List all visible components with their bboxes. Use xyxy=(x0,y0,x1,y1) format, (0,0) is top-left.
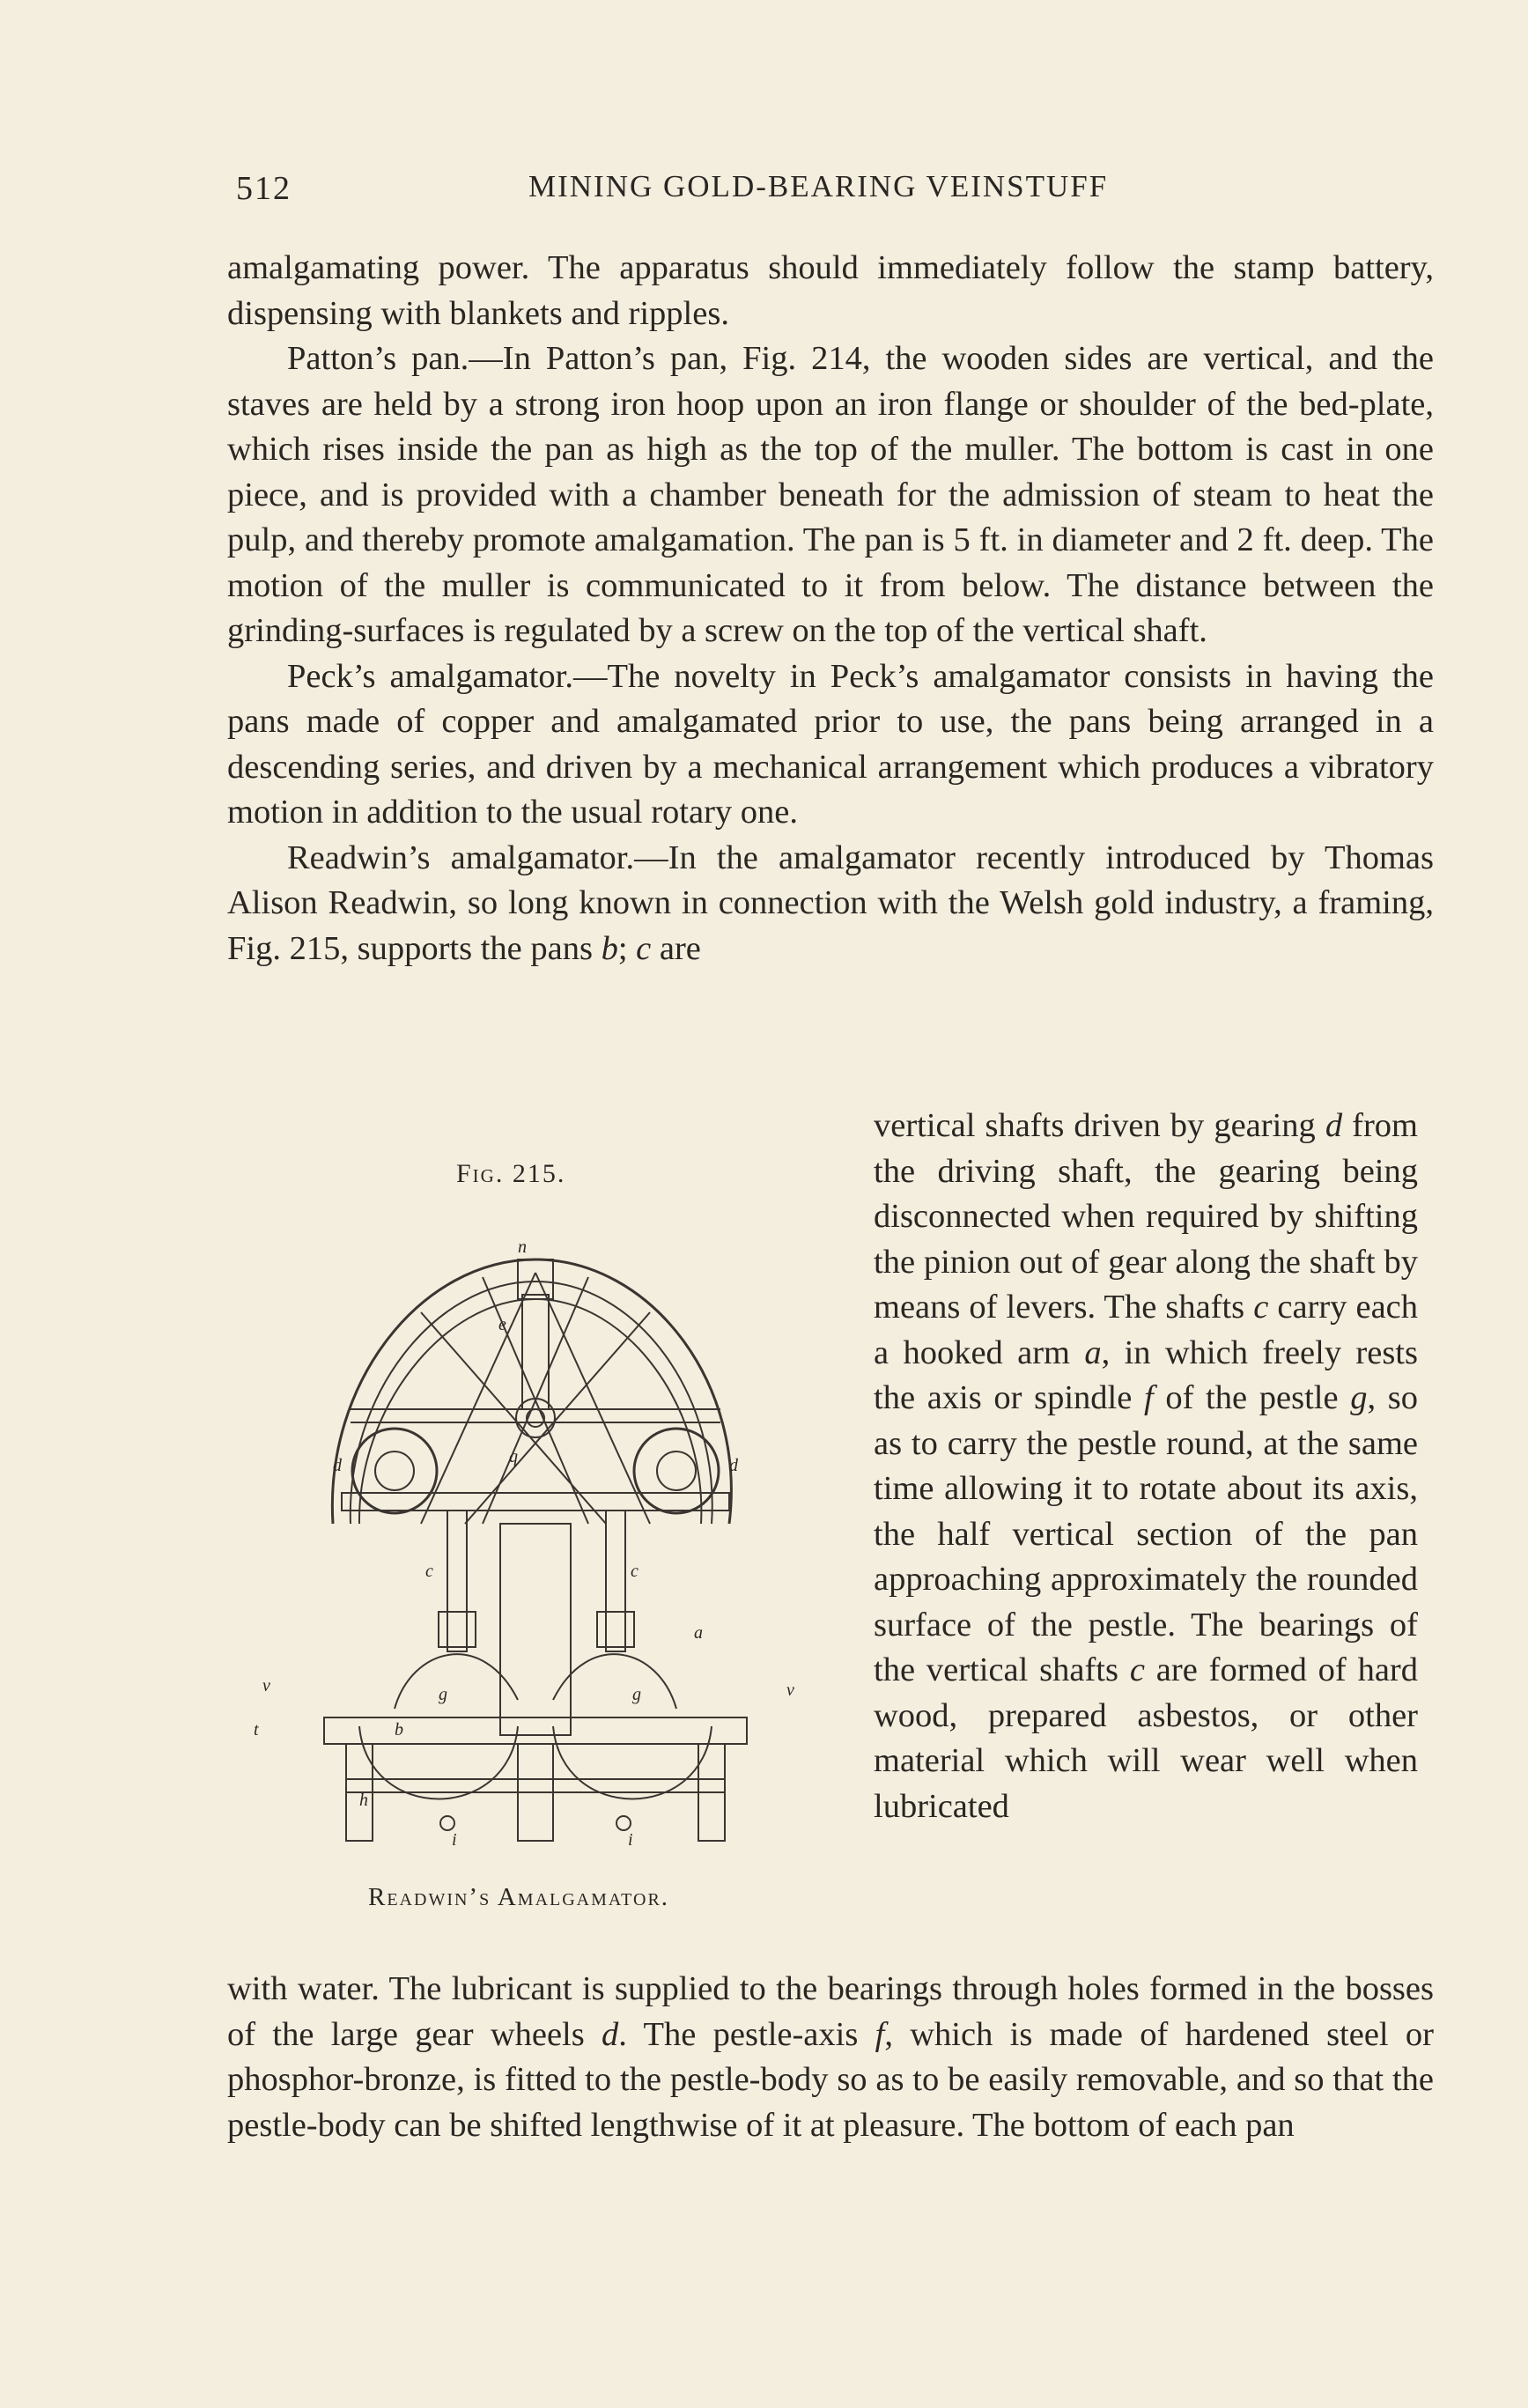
wrap-text-3: carry each a hooked arm xyxy=(874,1289,1418,1371)
spoke xyxy=(421,1273,535,1524)
wrap-letter-a: a xyxy=(1084,1333,1102,1371)
paragraph-1: amalgamating power. The apparatus should immediately follow the stamp battery, dispensing with blankets and ripples. xyxy=(227,249,1434,332)
fig-letter-e: e xyxy=(498,1315,506,1334)
fig-letter-i-right: i xyxy=(628,1830,633,1850)
fig-letter-v-left: v xyxy=(262,1676,270,1695)
main-text-top xyxy=(227,246,1434,971)
wrapped-text xyxy=(874,1104,1418,1829)
fig-letter-d-left: d xyxy=(333,1456,342,1475)
outlet-left xyxy=(440,1816,454,1830)
running-title: MINING GOLD-BEARING VEINSTUFF xyxy=(528,169,1109,203)
fig-letter-d-right: d xyxy=(729,1456,738,1475)
paragraph-bottom xyxy=(227,1967,1434,2148)
wrap-text-4: , in which freely rests the axis or spindle xyxy=(874,1333,1418,1416)
right-gear-wheel xyxy=(634,1429,719,1513)
fig-letter-t: t xyxy=(254,1720,259,1740)
letter-b: b xyxy=(601,929,618,967)
readwins-amalgamator-figure xyxy=(218,1207,835,1867)
fig-letter-b: b xyxy=(395,1720,403,1740)
fig-letter-c-right: c xyxy=(631,1562,639,1581)
left-gear-hub xyxy=(375,1451,414,1490)
bottom-text-2: . The pestle-axis xyxy=(618,2015,875,2053)
central-frame xyxy=(500,1524,571,1735)
paragraph-readwins-amalgamator xyxy=(227,836,1434,972)
main-text-bottom xyxy=(227,1967,1434,2148)
figure-caption: Readwin’s Amalgamator. xyxy=(368,1883,670,1911)
right-vertical-shaft xyxy=(606,1511,625,1651)
wrap-letter-g: g xyxy=(1350,1379,1368,1416)
right-pan xyxy=(553,1726,712,1799)
fig-letter-i-left: i xyxy=(452,1830,457,1850)
wrap-letter-c2: c xyxy=(1129,1651,1145,1688)
base-frame xyxy=(324,1717,747,1744)
fig-letter-g-right: g xyxy=(632,1685,641,1704)
page-number: 512 xyxy=(236,170,292,207)
wrap-letter-d: d xyxy=(1325,1107,1343,1144)
fig-letter-c-left: c xyxy=(425,1562,433,1581)
fig-letter-g-left: g xyxy=(439,1685,447,1704)
right-gear-hub xyxy=(657,1451,696,1490)
central-gear xyxy=(516,1399,555,1437)
wrap-text-1: vertical shafts driven by gearing xyxy=(874,1107,1316,1144)
paragraph-pecks-amalgamator: Peck’s amalgamator.—The novelty in Peck’s amalgamator consists in having the pans made of copper and amalgamated prior to use, the pans being arranged in a descending series, and driven by a mechanical arrangement which produces a vibratory motion in addition to the usual rotary one. xyxy=(227,657,1434,831)
fig-letter-a: a xyxy=(694,1623,703,1643)
left-bearing xyxy=(439,1612,476,1647)
central-gear-hub xyxy=(527,1409,544,1427)
paragraph-pattons-pan: Patton’s pan.—In Patton’s pan, Fig. 214, the wooden sides are vertical, and the staves are held by a strong iron hoop upon an iron flange or shoulder of the bed-plate, which rises inside the pan as high as the top of the muller. The bottom is cast in one piece, and is provided with a chamber beneath for the admission of steam to heat the pulp, and thereby promote amalgamation. The pan is 5 ft. in diameter and 2 ft. deep. The motion of the muller is communicated to it from below. The distance between the grinding-surfaces is regulated by a screw on the top of the vertical shaft. xyxy=(227,340,1434,649)
bottom-text-1: with water. The lubricant is supplied to the bearings through holes formed in the bosses of the large gear wheels xyxy=(227,1970,1434,2053)
wrap-text-2: from the driving shaft, the gearing being disconnected when required by shifting the pinion out of gear along the shaft by means of levers. The shafts xyxy=(874,1107,1419,1326)
left-pan xyxy=(359,1726,518,1799)
bottom-text-3: , which is made of hardened steel or phosphor-bronze, is fitted to the pestle-body so as to be easily removable, and so that the pestle-body can be shifted lengthwise of it at pleasure. The bottom of each pan xyxy=(227,2015,1434,2144)
left-vertical-shaft xyxy=(447,1511,467,1651)
bottom-letter-f: f xyxy=(875,2015,885,2053)
wrap-letter-f: f xyxy=(1143,1379,1154,1416)
spoke xyxy=(535,1273,650,1524)
wrap-text-6: , so as to carry the pestle round, at the same time allowing it to rotate about its axis, the half vertical section of the pan approaching approximately the rounded surface of the pestle. The bearings of the vertical shafts xyxy=(874,1379,1418,1688)
driving-shaft xyxy=(342,1493,729,1511)
central-top xyxy=(518,1259,553,1299)
readwin-text-start: Readwin’s amalgamator.—In the amalgamator recently introduced by Thomas Alison Readwin, so long known in connection with the Welsh gold industry, a framing, Fig. 215, supports the pans xyxy=(227,838,1434,967)
letter-c: c xyxy=(636,929,652,967)
fig-letter-q: q xyxy=(509,1447,518,1466)
readwin-text-are: are xyxy=(651,929,701,967)
wrap-text-7: are formed of hard wood, prepared asbestos, or other material which will wear well when lubricated xyxy=(874,1651,1419,1825)
figure-label: Fig. 215. xyxy=(456,1159,566,1188)
central-column xyxy=(522,1295,549,1409)
bottom-letter-d: d xyxy=(602,2015,619,2053)
wrap-text-5: of the pestle xyxy=(1153,1379,1351,1416)
fig-letter-n: n xyxy=(518,1237,527,1257)
outlet-right xyxy=(616,1816,631,1830)
right-bearing xyxy=(597,1612,634,1647)
wrap-letter-c: c xyxy=(1253,1289,1269,1326)
fig-letter-v-right: v xyxy=(786,1680,794,1700)
fig-letter-h: h xyxy=(359,1791,368,1810)
semicolon: ; xyxy=(617,929,637,967)
